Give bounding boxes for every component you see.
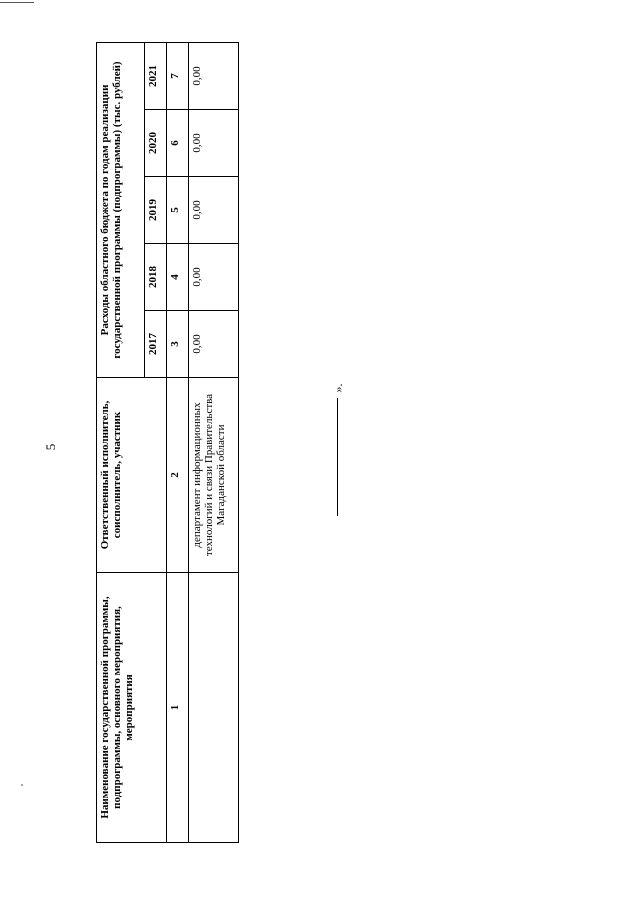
year-header: 2018 xyxy=(145,244,167,311)
value-cell: 0,00 xyxy=(189,244,239,311)
value-cell: 0,00 xyxy=(189,110,239,177)
column-number: 2 xyxy=(167,378,189,573)
column-number: 7 xyxy=(167,42,189,109)
column-number: 3 xyxy=(167,311,189,378)
header-expenses: Расходы областного бюджета по годам реализации государственной программы (подпрограммы) (тыс. рублей) xyxy=(97,42,145,377)
closing-line xyxy=(337,398,338,516)
column-number: 5 xyxy=(167,177,189,244)
closing-mark xyxy=(326,380,350,520)
closing-quote: ». xyxy=(331,383,345,393)
page-number: 5 xyxy=(43,443,58,451)
column-number: 6 xyxy=(167,110,189,177)
table-container xyxy=(96,43,640,819)
value-cell: 0,00 xyxy=(189,42,239,109)
value-cell: 0,00 xyxy=(189,177,239,244)
year-header: 2019 xyxy=(145,177,167,244)
column-number: 1 xyxy=(167,573,189,843)
year-header: 2017 xyxy=(145,311,167,378)
scan-mark xyxy=(0,2,34,3)
scan-dot xyxy=(21,784,23,786)
row-name-cell xyxy=(189,573,239,843)
year-header: 2020 xyxy=(145,110,167,177)
header-name: Наименование государственной программы, подпрограммы, основного мероприятия, мероприятия xyxy=(97,573,167,843)
row-executor-cell: департамент информационных технологий и связи Правительства Магаданской области xyxy=(189,378,239,573)
year-header: 2021 xyxy=(145,42,167,109)
header-executor: Ответственный исполнитель, соисполнитель, участник xyxy=(97,378,167,573)
expenses-table xyxy=(96,42,239,843)
value-cell: 0,00 xyxy=(189,311,239,378)
column-number: 4 xyxy=(167,244,189,311)
